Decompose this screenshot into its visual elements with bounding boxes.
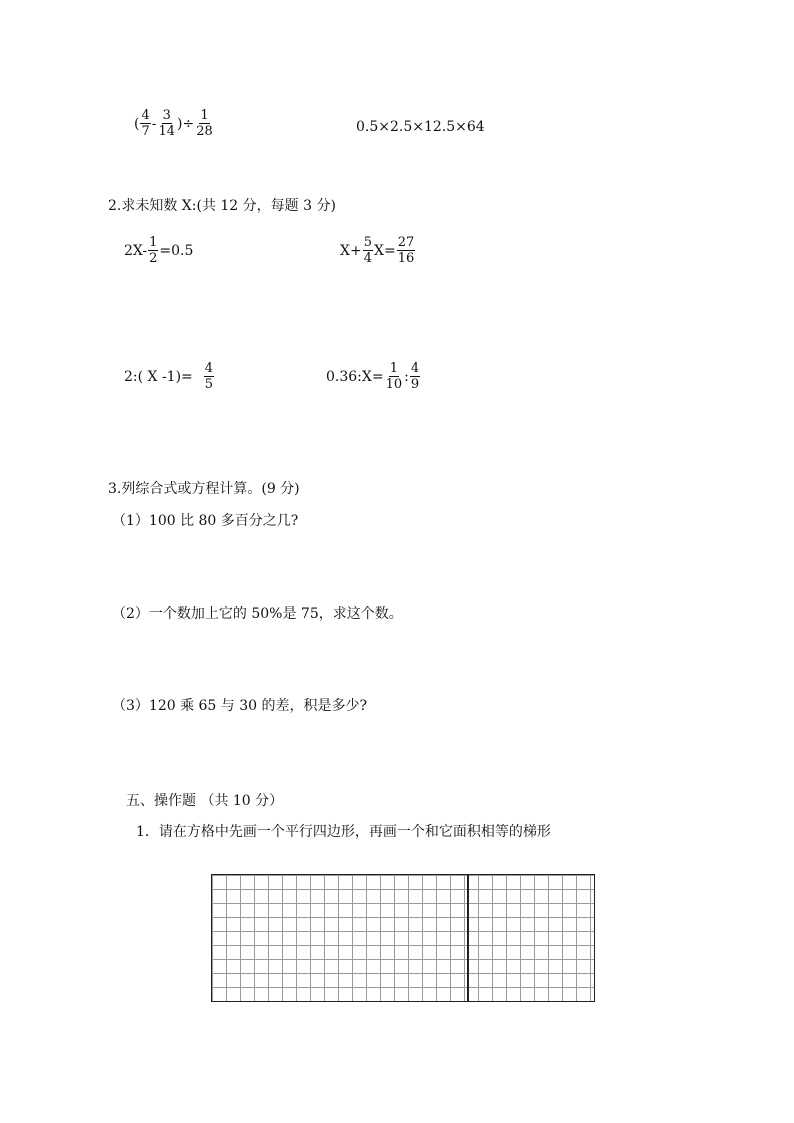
fraction: $\frac{1}{28}$ (196, 108, 213, 139)
expression-1 (134, 108, 215, 139)
fraction: $\frac{27}{16}$ (397, 235, 415, 266)
question-3: （3）120 乘 65 与 30 的差，积是多少? (112, 698, 368, 714)
fraction: $\frac{1}{2}$ (149, 235, 158, 266)
question-2: （2）一个数加上它的 50%是 75，求这个数。 (112, 606, 403, 622)
section-2-title: 2.求未知数 X:(共 12 分，每题 3 分) (108, 198, 336, 214)
minus-sign: - (151, 115, 157, 132)
fraction: $\frac{3}{14}$ (158, 108, 176, 139)
drawing-grid (211, 874, 595, 1002)
equation-3: 2:( X -1)= $\frac{4}{5}$ (124, 361, 214, 392)
section-3-title: 3.列综合式或方程计算。(9 分) (108, 481, 300, 497)
fraction: $\frac{4}{9}$ (410, 361, 420, 392)
operation-question-1: 1．请在方格中先画一个平行四边形，再画一个和它面积相等的梯形 (136, 824, 551, 840)
grid-center-divider (467, 875, 469, 1001)
close-paren-divide: )÷ (177, 115, 195, 132)
equation-2: X+ $\frac{5}{4}$ X= $\frac{27}{16}$ (340, 235, 415, 266)
open-paren: ( (134, 115, 140, 132)
question-1: （1）100 比 80 多百分之几? (112, 513, 299, 529)
equation-4: 0.36:X= $\frac{1}{10}$ : $\frac{4}{9}$ (326, 361, 420, 392)
equation-1: 2X- $\frac{1}{2}$ =0.5 (124, 235, 194, 266)
fraction: $\frac{4}{5}$ (204, 361, 214, 392)
fraction: $\frac{4}{7}$ (141, 108, 150, 139)
fraction: $\frac{5}{4}$ (363, 235, 372, 266)
expression-2: 0.5×2.5×12.5×64 (356, 119, 485, 135)
section-5-title: 五、操作题 （共 10 分） (126, 793, 284, 809)
fraction: $\frac{1}{10}$ (385, 361, 403, 392)
